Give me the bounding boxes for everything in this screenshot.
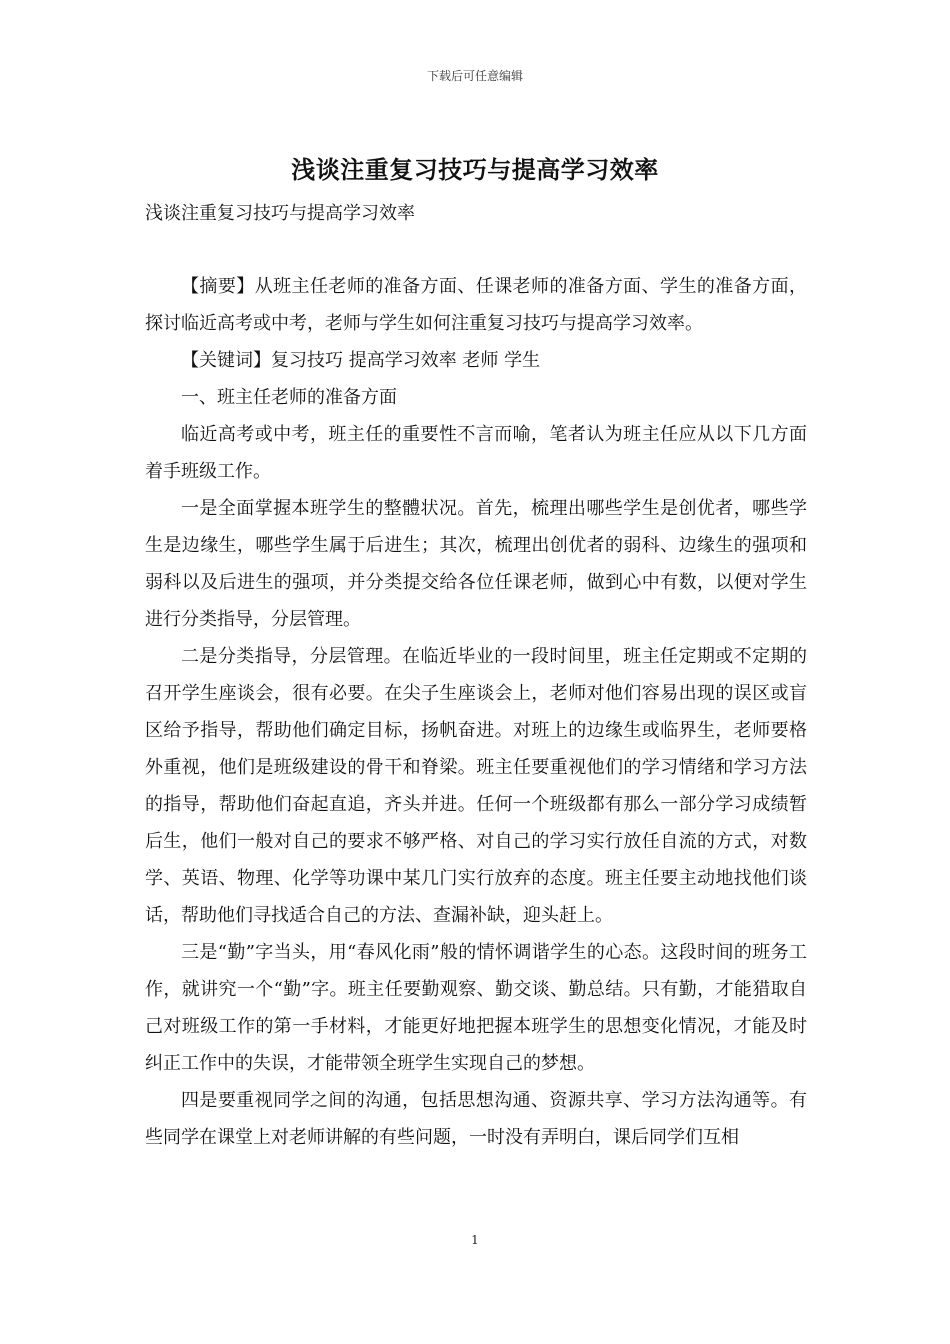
document-title: 浅谈注重复习技巧与提高学习效率 [291, 155, 659, 184]
body-paragraph: 一是全面掌握本班学生的整體状况。首先，梳理出哪些学生是创优者，哪些学生是边缘生，哪些学生属于后进生；其次，梳理出创优者的弱科、边缘生的强项和弱科以及后进生的强项，并分类提交给各位任课老师，做到心中有数，以便对学生进行分类指导，分层管理。 [145, 498, 807, 630]
page-number: 1 [471, 1233, 479, 1247]
body-paragraph: 三是“勤”字当头，用“春风化雨”般的情怀调谐学生的心态。这段时间的班务工作，就讲究一个“勤”字。班主任要勤观察、勤交谈、勤总结。只有勤，才能猎取自己对班级工作的第一手材料，才能更好地把握本班学生的思想变化情况，才能及时纠正工作中的失误，才能带领全班学生实现自己的梦想。 [145, 942, 807, 1074]
body-paragraph: 二是分类指导，分层管理。在临近毕业的一段时间里，班主任定期或不定期的召开学生座谈会，很有必要。在尖子生座谈会上，老师对他们容易出现的误区或盲区给予指导，帮助他们确定目标，扬帆奋进。对班上的边缘生或临界生，老师要格外重视，他们是班级建设的骨干和脊梁。班主任要重视他们的学习情绪和学习方法的指导，帮助他们奋起直追，齐头并进。任何一个班级都有那么一部分学习成绩暂后生，他们一般对自己的要求不够严格、对自己的学习实行放任自流的方式，对数学、英语、物理、化学等功课中某几门实行放弃的态度。班主任要主动地找他们谈话，帮助他们寻找适合自己的方法、查漏补缺，迎头赶上。 [145, 646, 807, 926]
page-header-note: 下载后可任意编辑 [426, 69, 523, 83]
body-paragraph: 四是要重视同学之间的沟通，包括思想沟通、资源共享、学习方法沟通等。有些同学在课堂上对老师讲解的有些问题，一时没有弄明白，课后同学们互相 [145, 1090, 807, 1148]
abstract-paragraph: 【摘要】从班主任老师的准备方面、任课老师的准备方面、学生的准备方面，探讨临近高考或中考，老师与学生如何注重复习技巧与提高学习效率。 [145, 276, 807, 334]
keywords-paragraph: 【关键词】复习技巧 提高学习效率 老师 学生 [181, 350, 541, 371]
body-paragraph: 临近高考或中考，班主任的重要性不言而喻，笔者认为班主任应从以下几方面着手班级工作。 [145, 424, 807, 482]
document-subtitle: 浅谈注重复习技巧与提高学习效率 [145, 203, 415, 224]
section-heading: 一、班主任老师的准备方面 [181, 387, 397, 408]
document-body [145, 268, 807, 1156]
